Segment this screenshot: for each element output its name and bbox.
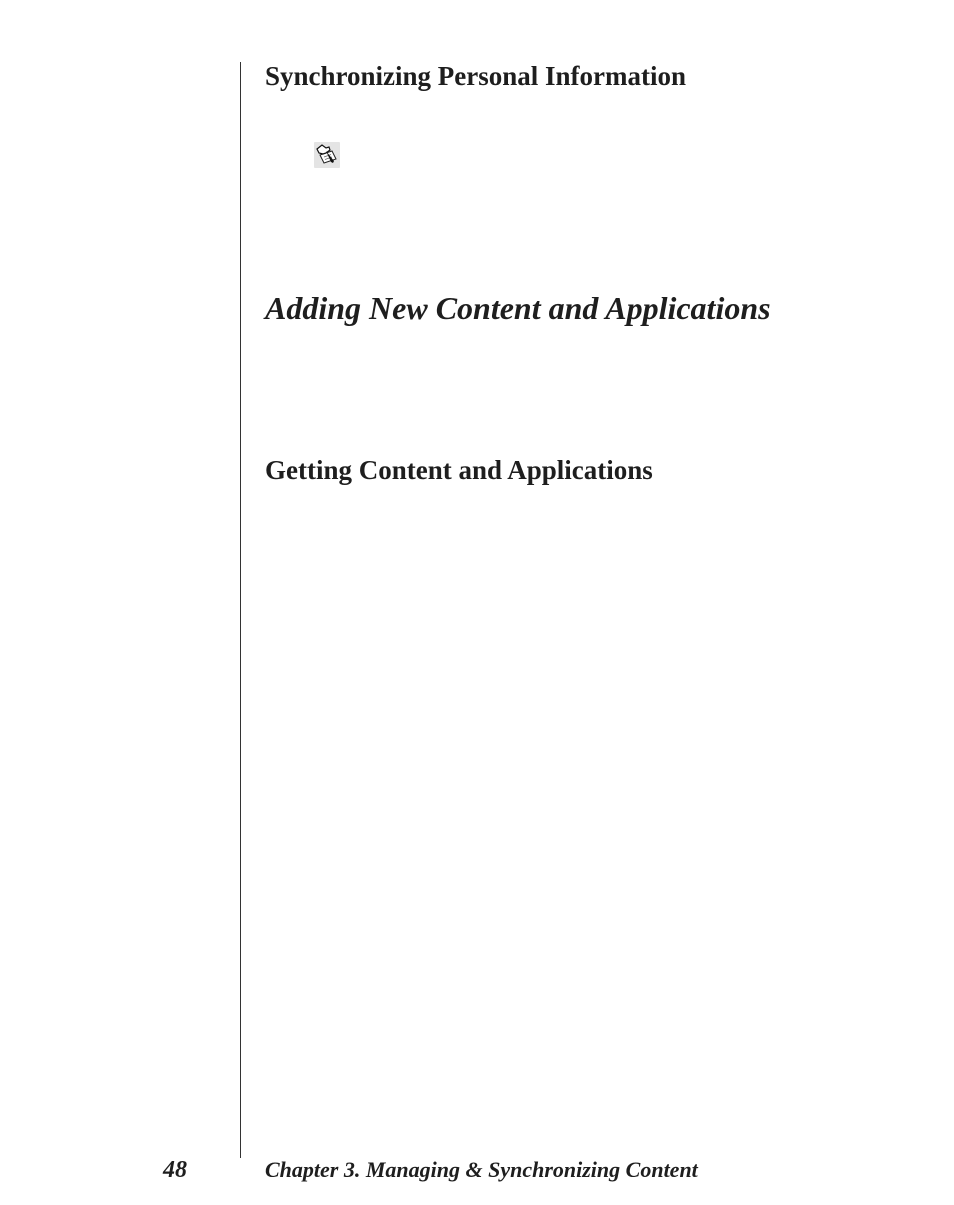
margin-rule	[240, 62, 241, 1158]
section-heading-getting-content: Getting Content and Applications	[265, 455, 653, 485]
section-heading-synchronizing-personal-information: Synchronizing Personal Information	[265, 61, 687, 91]
writing-hand-note-icon	[314, 142, 340, 168]
running-footer-chapter-title: Chapter 3. Managing & Synchronizing Content	[265, 1157, 698, 1182]
section-heading-adding-new-content: Adding New Content and Applications	[265, 290, 771, 326]
page-number: 48	[163, 1157, 187, 1183]
